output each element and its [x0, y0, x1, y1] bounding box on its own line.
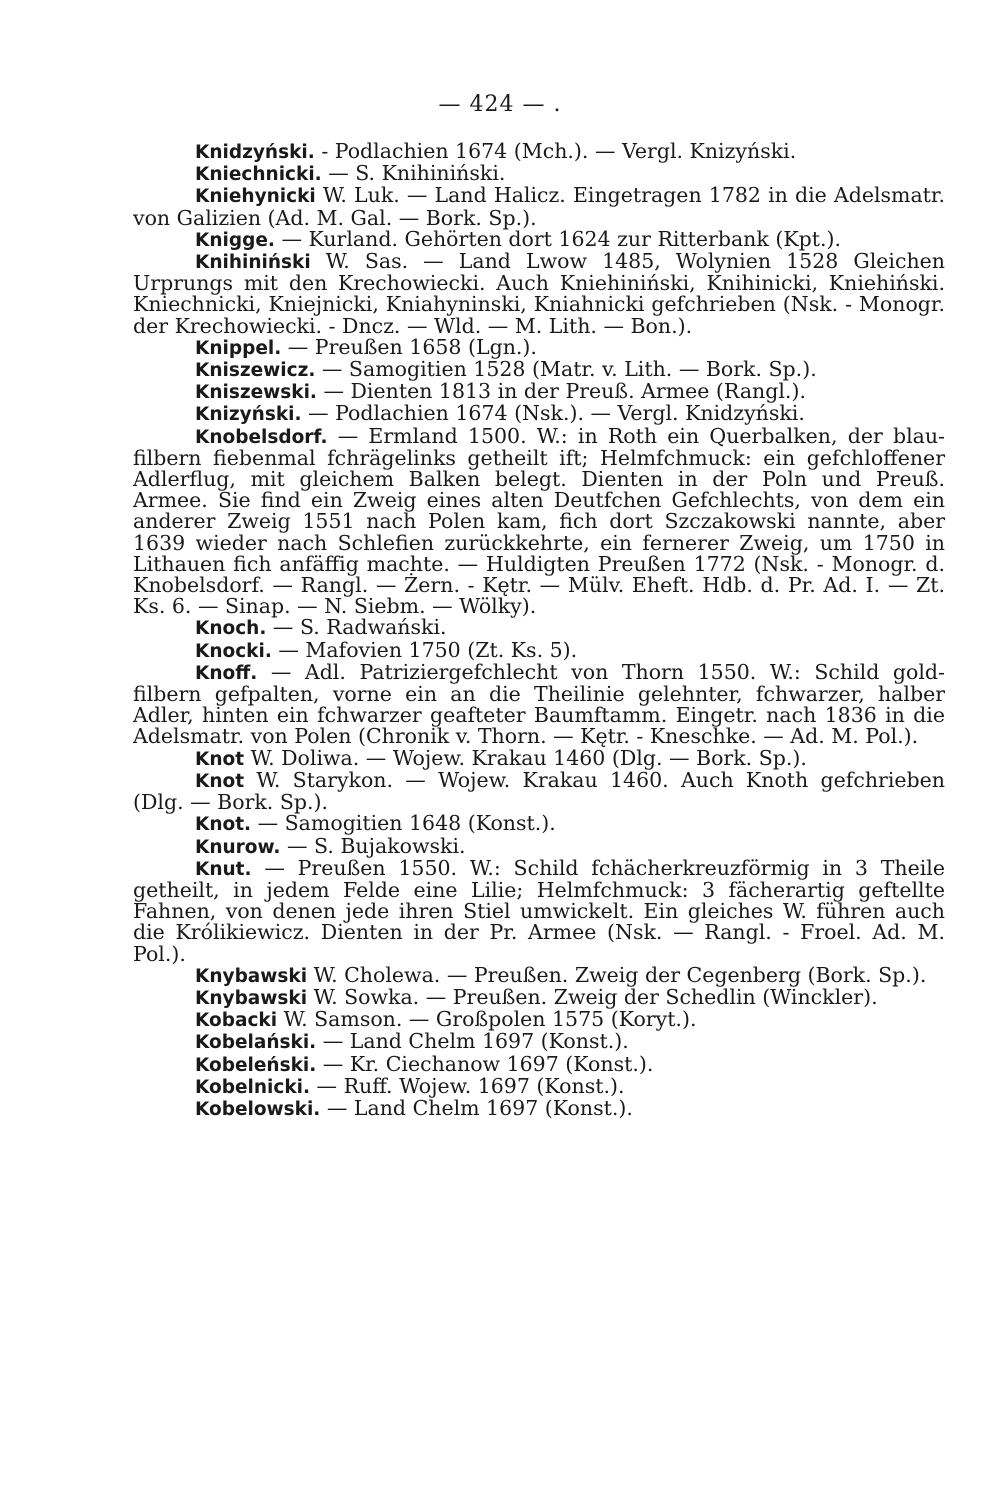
entry-text: — Ermland 1500. W.: in Roth ein Querbalken, der blau-filbern fiebenmal fchrägelinks getheilt ift; Helmfchmuck: ein gefchloffener Adlerflug, mit gleichem Balken belegt. Dienten in der Poln und Preuß. Armee. Sie find ein Zweig eines alten Deutfchen Gefchlechts, von dem ein anderer Zweig 1551 nach Polen kam, fich dort Szczakowski nannte, aber 1639 wieder nach Schlefien zurückkehrte, ein fernerer Zweig, um 1750 in Lithauen fich anfäffig machte. — Huldigten Preußen 1772 (Nsk. - Monogr. d. Knobelsdorf. — Rangl. — Żern. - Kętr. — Mülv. Eheft. Hdb. d. Pr. Ad. I. — Zt. Ks. 6. — Sinap. — N. Siebm. — Wölky). [133, 423, 945, 619]
entry [133, 745, 945, 770]
entry-text: - Podlachien 1674 (Mch.). — Vergl. Knizyński. [321, 139, 797, 163]
entry-text: W. Doliwa. — Wojew. Krakau 1460 (Dlg. — Bork. Sp.). [250, 745, 807, 770]
entry [133, 637, 945, 662]
entry-text: — Adl. Patriziergefchlecht von Thorn 1550. W.: Schild gold-filbern gefpalten, vorne ein an die Theilinie gelehnter, fchwarzer, halber Adler, hinten ein fchwarzer geafteter Baumftamm. Eingetr. nach 1836 in die Adelsmatr. von Polen (Chronik v. Thorn. — Kętr. - Kneschke. — Ad. M. Pol.). [133, 659, 945, 749]
entry-text: — S. Radwański. [272, 615, 447, 640]
entry-text: — Preußen 1658 (Lgn.). [287, 334, 537, 359]
entry-text: — Ruff. Wojew. 1697 (Konst.). [316, 1073, 625, 1098]
entry [133, 359, 945, 381]
entry-list [133, 141, 945, 1120]
entry-surname: Knoff. [195, 662, 258, 684]
entry [133, 423, 945, 619]
entry-text: W. Starykon. — Wojew. Krakau 1460. Auch Knoth gefchrieben (Dlg. — Bork. Sp.). [133, 767, 945, 815]
entry [133, 833, 945, 858]
entry [133, 1009, 945, 1031]
entry-text: — Kr. Ciechanow 1697 (Konst.). [322, 1051, 654, 1076]
entry-surname: Knobelsdorf. [195, 426, 328, 448]
entry [133, 813, 945, 835]
entry [133, 984, 945, 1009]
entry-text: — S. Bujakowski. [286, 833, 466, 858]
entry-text: W. Sas. — Land Lwow 1485, Wolynien 1528 Gleichen Urprungs mit den Krechowiecki. Auch Kniehiniński, Knihinicki, Kniehiński. Kniechnicki, Kniejnicki, Kniahyninski, Kniahnicki gefchrieben (Nsk. - Monogr. der Krechowiecki. - Dncz. — Wld. — M. Lith. — Bon.). [133, 249, 945, 338]
entry-surname: Kobelański. [195, 1032, 317, 1054]
entry [133, 1031, 945, 1053]
entry-surname: Kniechnicki. [195, 164, 322, 186]
entry [133, 962, 945, 987]
entry [133, 403, 945, 425]
entry [133, 381, 945, 403]
entry-text: — Preußen 1550. W.: Schild fchächerkreuzförmig in 3 Theile getheilt, in jedem Felde eine Lilie; Helmfchmuck: 3 fächerartig geftellte Fahnen, von denen jede ihren Stiel umwickelt. Ein gleiches W. führen auch die Królikiewicz. Dienten in der Pr. Armee (Nsk. — Rangl. - Froel. Ad. M. Pol.). [133, 855, 945, 966]
entry-surname: Knybawski [195, 987, 308, 1009]
entry-text: — Samogitien 1648 (Konst.). [257, 811, 556, 836]
entry-surname: Kniszewski. [195, 382, 317, 404]
entry-surname: Knybawski [195, 965, 308, 987]
entry-surname: Kniszewicz. [195, 360, 316, 382]
entry-surname: Knut. [195, 858, 252, 880]
entry-surname: Knigge. [195, 229, 275, 251]
entry-surname: Kobelnicki. [195, 1076, 311, 1098]
entry-text: — Kurland. Gehörten dort 1624 zur Ritterbank (Kpt.). [281, 226, 842, 251]
entry-text: — Samogitien 1528 (Matr. v. Lith. — Bork. Sp.). [321, 357, 817, 382]
entry [133, 617, 945, 639]
entry-surname: Kobelowski. [195, 1098, 321, 1120]
entry-text: — Land Chelm 1697 (Konst.). [322, 1029, 629, 1054]
entry [133, 185, 945, 228]
entry-surname: Knot [195, 748, 245, 770]
entry-surname: Knurow. [195, 836, 281, 858]
entry [133, 163, 945, 185]
entry-surname: Knoch. [195, 618, 267, 640]
entry [133, 226, 945, 251]
entry [133, 251, 945, 337]
entry-text: — Dienten 1813 in der Preuß. Armee (Rangl.). [323, 379, 806, 404]
entry [133, 659, 945, 749]
entry [133, 1051, 945, 1076]
entry-surname: Knot. [195, 814, 252, 836]
entry-surname: Knizyński. [195, 404, 302, 426]
entry-surname: Knocki. [195, 640, 272, 662]
entry [133, 141, 945, 163]
entry-surname: Kobeleński. [195, 1054, 317, 1076]
entry-text: — Land Chelm 1697 (Konst.). [326, 1095, 633, 1120]
entry-text: — S. Knihiniński. [328, 161, 506, 186]
entry-text: W. Sowka. — Preußen. Zweig der Schedlin (Winckler). [313, 984, 878, 1009]
entry-surname: Kobacki [195, 1010, 278, 1032]
entry-surname: Knihiniński [195, 252, 311, 274]
page-number: — 424 — . [438, 92, 562, 117]
entry [133, 767, 945, 815]
entry-surname: Knot [195, 770, 245, 792]
entry-surname: Kniehynicki [195, 186, 316, 208]
entry-text: W. Cholewa. — Preußen. Zweig der Cegenberg (Bork. Sp.). [313, 962, 927, 987]
entry-text: W. Samson. — Großpolen 1575 (Koryt.). [283, 1007, 697, 1032]
entry [133, 334, 945, 359]
entry-surname: Knidzyński. [195, 142, 315, 163]
entry [133, 855, 945, 966]
entry-text: — Mafovien 1750 (Zt. Ks. 5). [278, 637, 578, 662]
entry-text: — Podlachien 1674 (Nsk.). — Vergl. Knidzyński. [308, 401, 805, 426]
entry [133, 1095, 945, 1120]
entry [133, 1073, 945, 1098]
entry-surname: Knippel. [195, 337, 282, 359]
entry-text: W. Luk. — Land Halicz. Eingetragen 1782 in die Adelsmatr. von Galizien (Ad. M. Gal. — Bork. Sp.). [133, 183, 945, 230]
